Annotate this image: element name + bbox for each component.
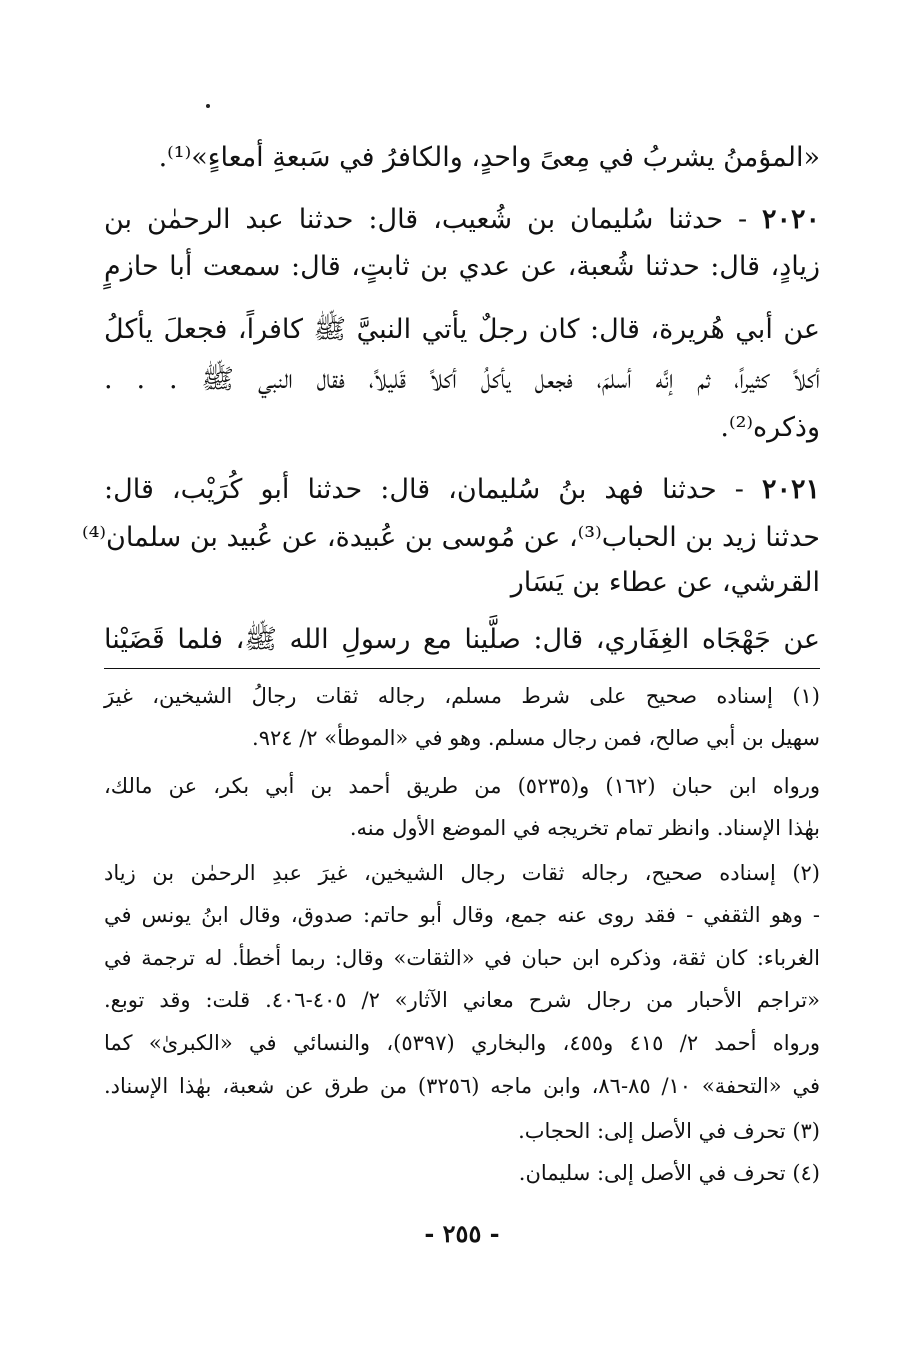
hadith-number: ٢٠٢١ xyxy=(761,474,820,505)
footnote-2-line-1: (٢) إسناده صحيح، رجاله ثقات رجال الشيخين، غيرَ عبدِ الرحمٰن بن زياد xyxy=(104,861,820,885)
hadith-2021-line-3: القرشي، عن عطاء بن يَسَار xyxy=(510,567,820,598)
footnote-1-line-4: بهٰذا الإسناد. وانظر تمام تخريجه في الموضع الأول منه. xyxy=(349,816,820,840)
hadith-2020-line-2: زيادٍ، قال: حدثنا شُعبة، عن عدي بن ثابتٍ، قال: سمعت أبا حازمٍ xyxy=(104,251,821,282)
footnote-3: (٣) تحرف في الأصل إلى: الحجاب. xyxy=(518,1119,820,1143)
footnote-separator xyxy=(104,668,820,669)
hadith-2020-line-4: أكلاً كثيراً، ثم إنَّه أسلمَ، فجعل يأكلُ أكلاً قَليلاً، فقال النبي ﷺ . . . xyxy=(104,364,820,395)
hadith-2021-line-1 xyxy=(104,470,820,510)
hadith-2021-line-2: حدثنا زيد بن الحباب⁽³⁾، عن مُوسى بن عُبيدة، عن عُبيد بن سلمان⁽⁴⁾ xyxy=(81,522,820,553)
hadith-2021-line-4: عن جَهْجَاه الغِفَاري، قال: صلَّينا مع رسولِ الله ﷺ، فلما قَضَيْنا xyxy=(104,624,820,655)
footnote-2-line-6: في «التحفة» ١٠/ ٨٥-٨٦، وابن ماجه (٣٢٥٦) من طرق عن شعبة، بهٰذا الإسناد. xyxy=(104,1074,820,1098)
footnote-2-line-4: «تراجم الأحبار من رجال شرح معاني الآثار» ٢/ ٤٠٥-٤٠٦. قلت: وقد توبع. xyxy=(104,988,821,1012)
hadith-2021-line-1-text: - حدثنا فهد بنُ سُليمان، قال: حدثنا أبو كُرَيْب، قال: xyxy=(104,474,744,505)
hadith-number: ٢٠٢٠ xyxy=(761,204,820,235)
ink-speck xyxy=(206,104,210,108)
footnote-2-line-2: - وهو الثقفي - فقد روى عنه جمع، وقال أبو حاتم: صدوق، وقال ابنُ يونس في xyxy=(104,903,820,927)
footnote-2-line-3: الغرباء: كان ثقة، وذكره ابن حبان في «الثقات» وقال: ربما أخطأ. له ترجمة في xyxy=(104,946,820,970)
footnote-1-line-1: (١) إسناده صحيح على شرط مسلم، رجاله ثقات رجالُ الشيخين، غيرَ xyxy=(104,684,820,708)
footnote-4: (٤) تحرف في الأصل إلى: سليمان. xyxy=(518,1161,820,1185)
hadith-2020-line-3: عن أبي هُريرة، قال: كان رجلٌ يأتي النبيَّ ﷺ كافراً، فجعلَ يأكلُ xyxy=(104,314,820,345)
hadith-text-line: «المؤمنُ يشربُ في مِعىً واحدٍ، والكافرُ في سَبعةِ أمعاءٍ»⁽¹⁾. xyxy=(158,142,820,173)
hadith-2020-line-1 xyxy=(104,200,820,240)
footnote-2-line-5: ورواه أحمد ٢/ ٤١٥ و٤٥٥، والبخاري (٥٣٩٧)، والنسائي في «الكبرىٰ» كما xyxy=(104,1031,820,1055)
footnote-1-line-3: ورواه ابن حبان (١٦٢) و(٥٢٣٥) من طريق أحمد بن أبي بكر، عن مالك، xyxy=(104,774,820,798)
hadith-2020-line-1-text: - حدثنا سُليمان بن شُعيب، قال: حدثنا عبد الرحمٰن بن xyxy=(104,204,748,235)
page-number: - ٢٥٥ - xyxy=(424,1219,500,1248)
hadith-2020-line-5: وذكره⁽²⁾. xyxy=(720,412,820,443)
footnote-1-line-2: سهيل بن أبي صالح، فمن رجال مسلم. وهو في «الموطأ» ٢/ ٩٢٤. xyxy=(252,726,820,750)
